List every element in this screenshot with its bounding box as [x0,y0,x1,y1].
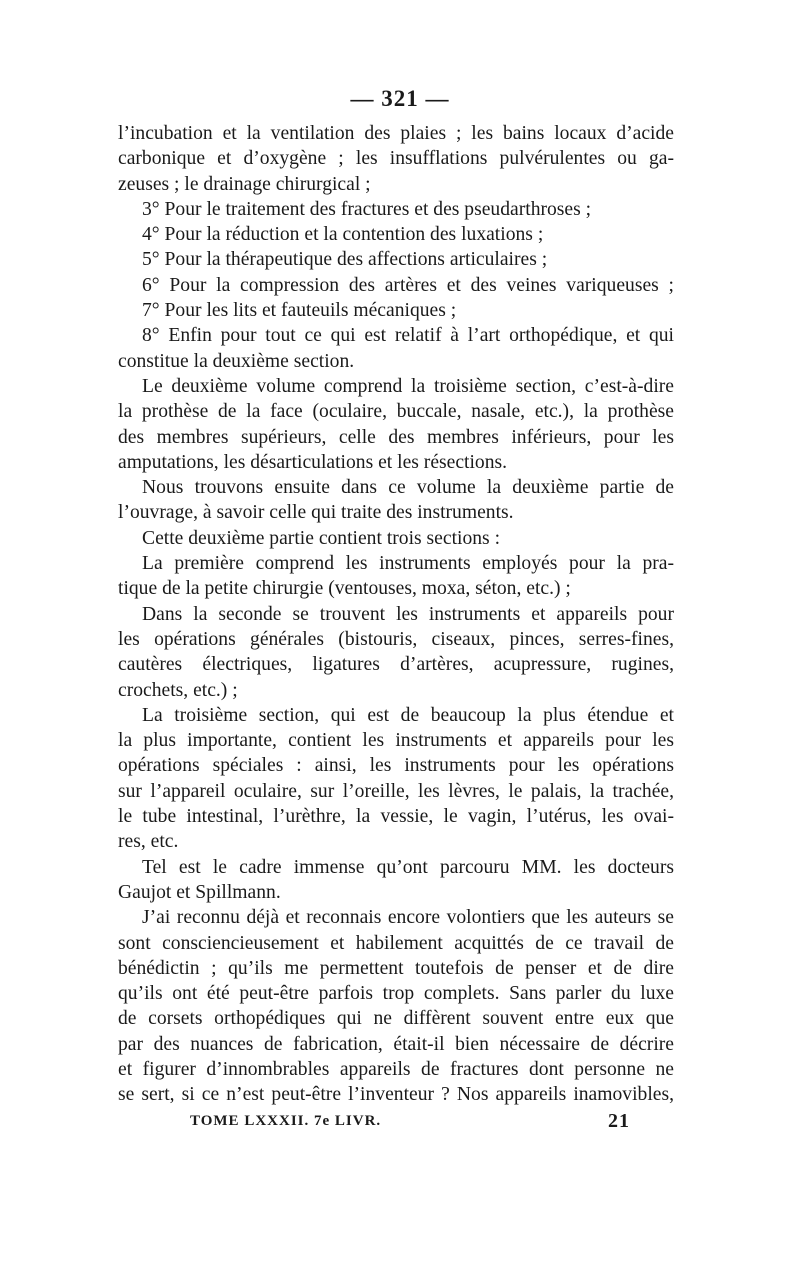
text-line: l’incubation et la ventilation des plaies ; les bains locaux d’acide [118,123,674,144]
text-line: Le deuxième volume comprend la troisième section, c’est-à-dire [142,375,674,397]
text-line: des membres supérieurs, celle des membres inférieurs, pour les [118,426,674,448]
text-line: l’ouvrage, à savoir celle qui traite des instruments. [118,502,514,524]
sheet-number: 21 [608,1110,630,1132]
text-line: zeuses ; le drainage chirurgical ; [118,173,371,195]
text-line: res, etc. [118,831,179,853]
text-line: carbonique et d’oxygène ; les insufflations pulvérulentes ou ga- [118,148,674,170]
text-line: 3° Pour le traitement des fractures et des pseudarthroses ; [142,198,592,220]
text-line: la plus importante, contient les instruments et appareils pour les [118,730,674,752]
text-line: 4° Pour la réduction et la contention des luxations ; [142,224,544,246]
text-line: bénédictin ; qu’ils me permettent toutefois de penser et de dire [118,957,674,979]
text-line: 7° Pour les lits et fauteuils mécaniques ; [142,300,457,322]
text-line: opérations spéciales : ainsi, les instruments pour les opérations [118,755,674,777]
text-line: amputations, les désarticulations et les résections. [118,451,508,473]
text-line: la prothèse de la face (oculaire, buccale, nasale, etc.), la prothèse [118,401,674,423]
text-line: de corsets orthopédiques qui ne diffèrent souvent entre eux que [118,1008,674,1030]
text-line: les opérations générales (bistouris, ciseaux, pinces, serres-fines, [118,628,674,650]
text-line: crochets, etc.) ; [118,679,238,701]
text-line: qu’ils ont été peut-être parfois trop complets. Sans parler du luxe [118,983,674,1005]
text-line: et figurer d’innombrables appareils de fractures dont personne ne [118,1058,674,1080]
text-line: Tel est le cadre immense qu’ont parcouru MM. les docteurs [142,856,674,878]
text-line: Dans la seconde se trouvent les instruments et appareils pour [142,603,674,625]
body-text [118,121,674,1108]
text-line: tique de la petite chirurgie (ventouses, moxa, séton, etc.) ; [118,578,571,600]
page-footer [190,1110,630,1136]
text-line: constitue la deuxième section. [118,350,355,372]
volume-signature: TOME LXXXII. 7e LIVR. [190,1113,382,1129]
text-line: se sert, si ce n’est peut-être l’inventeur ? Nos appareils inamovibles, [118,1084,674,1106]
text-line: par des nuances de fabrication, était-il bien nécessaire de décrire [118,1033,674,1055]
text-line: sont consciencieusement et habilement acquittés de ce travail de [118,932,674,954]
text-line: J’ai reconnu déjà et reconnais encore volontiers que les auteurs se [142,907,674,929]
text-line: La troisième section, qui est de beaucoup la plus étendue et [142,704,674,726]
text-line: Gaujot et Spillmann. [118,881,281,903]
page-number: — 321 — [350,86,450,111]
text-line: Cette deuxième partie contient trois sections : [142,527,501,549]
text-line: La première comprend les instruments employés pour la pra- [142,553,674,575]
text-line: le tube intestinal, l’urèthre, la vessie, le vagin, l’utérus, les ovai- [118,806,674,828]
text-line: sur l’appareil oculaire, sur l’oreille, les lèvres, le palais, la trachée, [118,780,674,802]
text-line: Nous trouvons ensuite dans ce volume la deuxième partie de [142,477,674,499]
text-line: 5° Pour la thérapeutique des affections articulaires ; [142,249,548,271]
text-line: cautères électriques, ligatures d’artères, acupressure, rugines, [118,654,674,676]
text-line: 8° Enfin pour tout ce qui est relatif à l’art orthopédique, et qui [142,325,674,347]
text-line: 6° Pour la compression des artères et des veines variqueuses ; [142,274,674,296]
